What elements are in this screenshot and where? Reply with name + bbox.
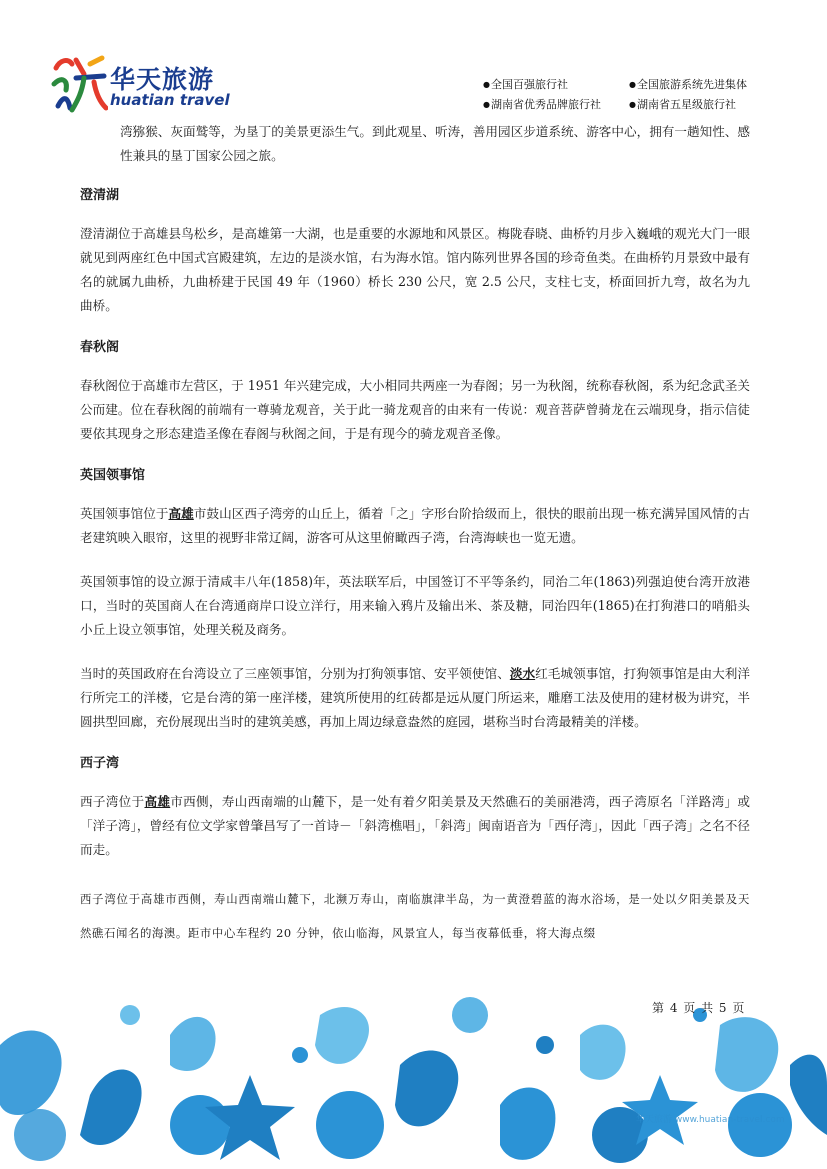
british-consulate-paragraph-2: 英国领事馆的设立源于清咸丰八年(1858)年，英法联军后，中国签订不平等条约，同治二年(1863)列强迫使台湾开放港口，当时的英国商人在台湾通商岸口设立洋行，用来输入鸦片及输出米、茶及糖，同治四年(1865)在打狗港口的哨船头小丘上设立领事馆，处理关税及商务。 [80, 574, 750, 637]
section-heading-xiziwan: 西子湾 [80, 756, 120, 771]
section-heading-chengqing-lake: 澄清湖 [80, 188, 120, 203]
section-heading-chunqiu-pavilion: 春秋阁 [80, 340, 120, 355]
section-heading-british-consulate: 英国领事馆 [80, 468, 146, 483]
credential-item: ● 全国百强旅行社 [483, 76, 623, 92]
credentials-list [483, 76, 783, 112]
paragraph-text: 英国领事馆位于 [80, 506, 169, 521]
paragraph-text: 市西侧，寿山西南端的山麓下，是一处有着夕阳美景及天然礁石的美丽港湾，西子湾原名「洋路湾」或「洋子湾」，曾经有位文学家曾肇昌写了一首诗－「斜湾樵唱」，「斜湾」闽南语音为「西仔湾」，因此「西子湾」之名不径而走。 [80, 794, 751, 857]
paragraph-text: 红毛城领事馆，打狗领事馆是由大利洋行所完工的洋楼，它是台湾的第一座洋楼，建筑所使用的红砖都是远从厦门所运来，雕磨工法及使用的建材极为讲究，半圆拱型回廊，充份展现出当时的建筑美感，再加上周边绿意盎然的庭园，堪称当时台湾最精美的洋楼。 [80, 666, 751, 729]
chengqing-lake-paragraph: 澄清湖位于高雄县鸟松乡，是高雄第一大湖，也是重要的水源地和风景区。梅陇春晓、曲桥钓月步入巍峨的观光大门一眼就见到两座红色中国式宫殿建筑，左边的是淡水馆，右为海水馆。馆内陈列世界各国的珍奇鱼类。在曲桥钓月景致中最有名的就属九曲桥，九曲桥建于民国 49 年（1960）桥长 230 公尺，宽 2.5 公尺，支柱七支，桥面回折九弯，故名为九曲桥。 [80, 226, 750, 313]
credential-item: ● 全国旅游系统先进集体 [629, 76, 779, 92]
tamsui-link[interactable]: 淡水 [509, 666, 536, 681]
chunqiu-pavilion-paragraph: 春秋阁位于高雄市左营区，于 1951 年兴建完成，大小相同共两座一为春阁；另一为秋阁，统称春秋阁，系为纪念武圣关公而建。位在春秋阁的前端有一尊骑龙观音，关于此一骑龙观音的由来有一传说：观音菩萨曾骑龙在云端现身，指示信徒要依其现身之形态建造圣像在春阁与秋阁之间，于是有现今的骑龙观音圣像。 [80, 378, 750, 441]
page-header [0, 0, 827, 120]
xiziwan-paragraph-1 [80, 790, 750, 862]
logo-glyph-icon [50, 54, 108, 114]
logo-chinese-name: 华天旅游 [110, 65, 215, 94]
british-consulate-paragraph-3 [80, 662, 750, 734]
document-body [80, 120, 750, 950]
page-number: 第 4 页 共 5 页 [652, 1001, 745, 1015]
credential-item: ● 湖南省五星级旅行社 [629, 96, 779, 112]
xiziwan-paragraph-2: 西子湾位于高雄市西侧，寿山西南端山麓下，北濒万寿山，南临旗津半岛，为一黄澄碧蓝的海水浴场，是一处以夕阳美景及天然礁石闻名的海澳。距市中心车程约 20 分钟，依山临海，风景宜人，每当夜幕低垂，将大海点缀 [80, 892, 750, 940]
british-consulate-paragraph-1 [80, 502, 750, 550]
kaohsiung-link[interactable]: 高雄 [144, 794, 171, 809]
paragraph-text: 市鼓山区西子湾旁的山丘上，循着「之」字形台阶拾级而上，很快的眼前出现一栋充满异国风情的古老建筑映入眼帘，这里的视野非常辽阔，游客可从这里俯瞰西子湾，台湾海峡也一览无遗。 [80, 506, 751, 545]
paragraph-text: 西子湾位于 [80, 794, 145, 809]
credential-item: ● 湖南省优秀品牌旅行社 [483, 96, 623, 112]
paragraph-text: 当时的英国政府在台湾设立了三座领事馆，分别为打狗领事馆、安平领使馆、 [80, 666, 510, 681]
watermark-text: 华天旅游 www.huatian-travel.com [636, 1115, 785, 1125]
company-logo [50, 58, 250, 114]
logo-english-name: huatian travel [110, 91, 230, 109]
intro-continuation-paragraph: 湾猕猴、灰面鹫等，为垦丁的美景更添生气。到此观星、听涛，善用园区步道系统、游客中心，拥有一趟知性、感性兼具的垦丁国家公园之旅。 [120, 124, 750, 163]
kaohsiung-link[interactable]: 高雄 [168, 506, 194, 521]
